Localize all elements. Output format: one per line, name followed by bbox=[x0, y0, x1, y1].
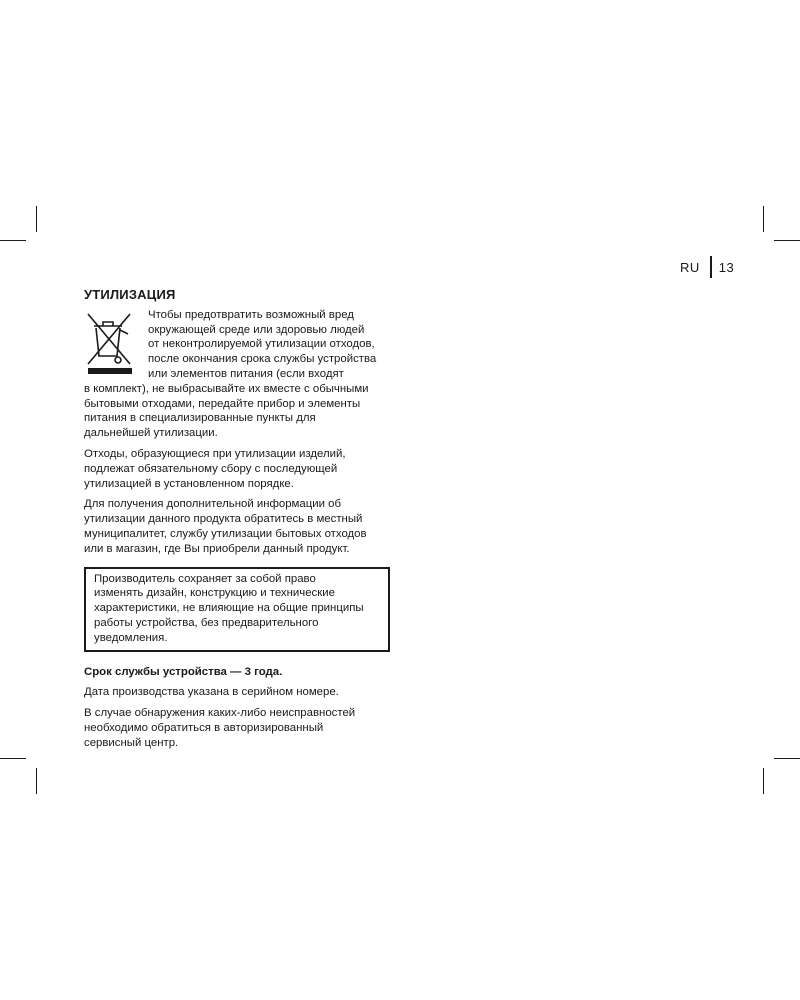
text-line: работы устройства, без предварительного bbox=[94, 616, 319, 629]
header-divider bbox=[710, 256, 712, 278]
waste-collection-paragraph bbox=[84, 447, 390, 491]
text-line: утилизации данного продукта обратитесь в местный bbox=[84, 513, 363, 526]
language-code: RU bbox=[680, 259, 700, 275]
crop-mark bbox=[763, 768, 764, 794]
section-title: УТИЛИЗАЦИЯ bbox=[84, 287, 176, 302]
disposal-section bbox=[84, 288, 390, 757]
text-line: или элементов питания (если входят bbox=[148, 367, 344, 380]
service-life-statement: Срок службы устройства — 3 года. bbox=[84, 665, 283, 678]
text-line: бытовыми отходами, передайте прибор и элементы bbox=[84, 397, 361, 410]
text-line: уведомления. bbox=[94, 631, 168, 644]
manufacturer-notice-box bbox=[84, 567, 390, 652]
text-line: Отходы, образующиеся при утилизации изделий, bbox=[84, 447, 346, 460]
crop-mark bbox=[774, 758, 800, 759]
page-number: 13 bbox=[718, 259, 735, 275]
crop-mark bbox=[36, 768, 37, 794]
crop-mark bbox=[774, 240, 800, 241]
text-line: необходимо обратиться в авторизированный bbox=[84, 721, 324, 734]
crop-mark bbox=[763, 206, 764, 232]
intro-paragraph bbox=[84, 308, 390, 441]
text-line: характеристики, не влияющие на общие принципы bbox=[94, 602, 364, 615]
text-line: после окончания срока службы устройства bbox=[148, 353, 377, 366]
text-line: утилизацией в установленном порядке. bbox=[84, 477, 294, 490]
service-center-paragraph bbox=[84, 706, 390, 750]
text-line: сервисный центр. bbox=[84, 736, 179, 749]
text-line: питания в специализированные пункты для bbox=[84, 412, 316, 425]
text-line: Для получения дополнительной информации об bbox=[84, 498, 341, 511]
text-line: муниципалитет, службу утилизации бытовых отходов bbox=[84, 527, 367, 540]
crop-mark bbox=[0, 758, 26, 759]
text-line: в комплект), не выбрасывайте их вместе с обычными bbox=[84, 382, 369, 395]
more-info-paragraph bbox=[84, 497, 390, 556]
text-line: В случае обнаружения каких-либо неисправностей bbox=[84, 707, 356, 720]
crossed-out-wheelie-bin-icon bbox=[84, 310, 136, 376]
text-line: изменять дизайн, конструкцию и технические bbox=[94, 587, 335, 600]
text-line: или в магазин, где Вы приобрели данный продукт. bbox=[84, 542, 350, 555]
text-line: от неконтролируемой утилизации отходов, bbox=[148, 338, 375, 351]
text-line: Производитель сохраняет за собой право bbox=[94, 572, 316, 585]
page-header bbox=[680, 256, 734, 278]
production-date-paragraph: Дата производства указана в серийном номере. bbox=[84, 686, 339, 699]
crop-mark bbox=[36, 206, 37, 232]
text-line: подлежат обязательному сбору с последующей bbox=[84, 462, 338, 475]
text-line: дальнейшей утилизации. bbox=[84, 427, 218, 440]
crop-mark bbox=[0, 240, 26, 241]
text-line: Чтобы предотвратить возможный вред bbox=[148, 308, 354, 321]
text-line: окружающей среде или здоровью людей bbox=[148, 323, 365, 336]
